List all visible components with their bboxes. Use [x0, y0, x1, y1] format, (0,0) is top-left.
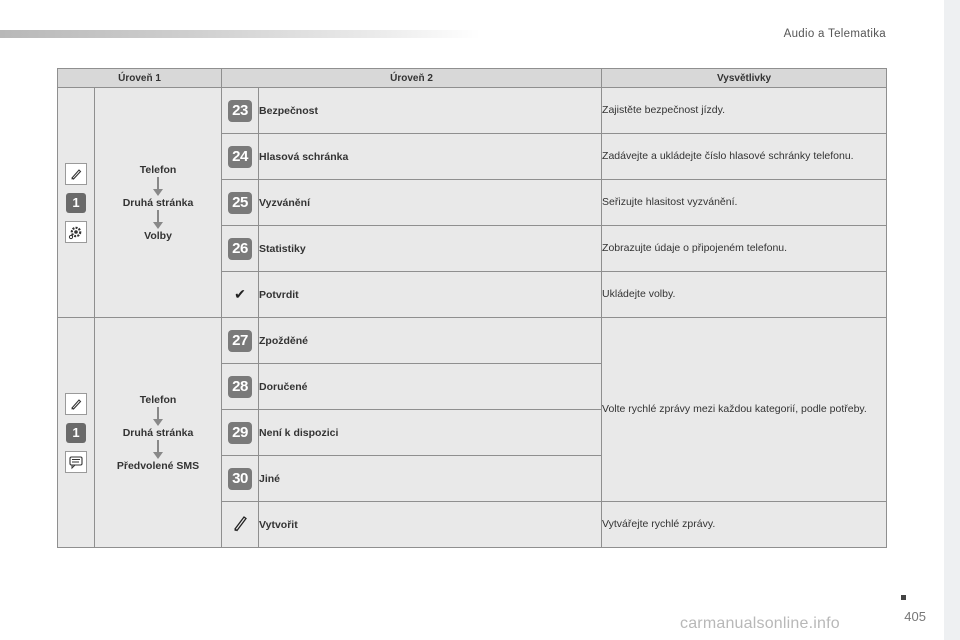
option-name: Bezpečnost [259, 88, 602, 134]
settings-gear-icon [65, 221, 87, 243]
option-name: Vyzvánění [259, 180, 602, 226]
right-margin-strip [944, 0, 960, 640]
phone-pen-icon [65, 393, 87, 415]
level-badge: 1 [66, 423, 86, 443]
option-name: Není k dispozici [259, 410, 602, 456]
group1-path-cell [95, 88, 222, 318]
column-header-notes: Vysvětlivky [602, 69, 887, 88]
table-header-row [58, 69, 887, 88]
step-badge: 24 [228, 146, 252, 168]
step-badge: 28 [228, 376, 252, 398]
column-header-level1: Úroveň 1 [58, 69, 222, 88]
menu-table [57, 68, 887, 548]
table-row [58, 88, 887, 134]
phone-pen-icon [65, 163, 87, 185]
path-step: Druhá stránka [122, 426, 194, 439]
page-number: 405 [904, 609, 926, 624]
option-description: Volte rychlé zprávy mezi každou kategorií, podle potřeby. [602, 318, 887, 502]
option-description: Vytvářejte rychlé zprávy. [602, 502, 887, 548]
group2-path-cell [95, 318, 222, 548]
option-description: Zajistěte bezpečnost jízdy. [602, 88, 887, 134]
path-step: Telefon [139, 163, 177, 176]
down-arrow-icon [151, 439, 165, 460]
option-description: Ukládejte volby. [602, 272, 887, 318]
option-name: Jiné [259, 456, 602, 502]
option-description: Zadávejte a ukládejte číslo hlasové schránky telefonu. [602, 134, 887, 180]
down-arrow-icon [151, 209, 165, 230]
check-icon: ✔ [234, 286, 246, 302]
path-step: Telefon [139, 393, 177, 406]
option-name: Zpožděné [259, 318, 602, 364]
step-badge: 29 [228, 422, 252, 444]
option-name: Potvrdit [259, 272, 602, 318]
option-name: Doručené [259, 364, 602, 410]
level-badge: 1 [66, 193, 86, 213]
table-row [58, 318, 887, 364]
pencil-icon [232, 514, 248, 532]
watermark: carmanualsonline.info [680, 615, 840, 632]
option-name: Vytvořit [259, 502, 602, 548]
top-gradient-bar [0, 30, 480, 38]
down-arrow-icon [151, 406, 165, 427]
option-name: Statistiky [259, 226, 602, 272]
step-badge: 23 [228, 100, 252, 122]
option-description: Zobrazujte údaje o připojeném telefonu. [602, 226, 887, 272]
step-badge: 27 [228, 330, 252, 352]
path-step: Druhá stránka [122, 196, 194, 209]
group1-icon-cell [58, 88, 95, 318]
down-arrow-icon [151, 176, 165, 197]
group2-icon-cell [58, 318, 95, 548]
option-description: Seřizujte hlasitost vyzvánění. [602, 180, 887, 226]
section-title: Audio a Telematika [783, 28, 886, 40]
option-name: Hlasová schránka [259, 134, 602, 180]
column-header-level2: Úroveň 2 [222, 69, 602, 88]
step-badge: 30 [228, 468, 252, 490]
path-step: Předvolené SMS [116, 459, 200, 472]
step-badge: 25 [228, 192, 252, 214]
page-marker-dot [901, 595, 906, 600]
path-step: Volby [144, 229, 172, 242]
sms-message-icon [65, 451, 87, 473]
step-badge: 26 [228, 238, 252, 260]
